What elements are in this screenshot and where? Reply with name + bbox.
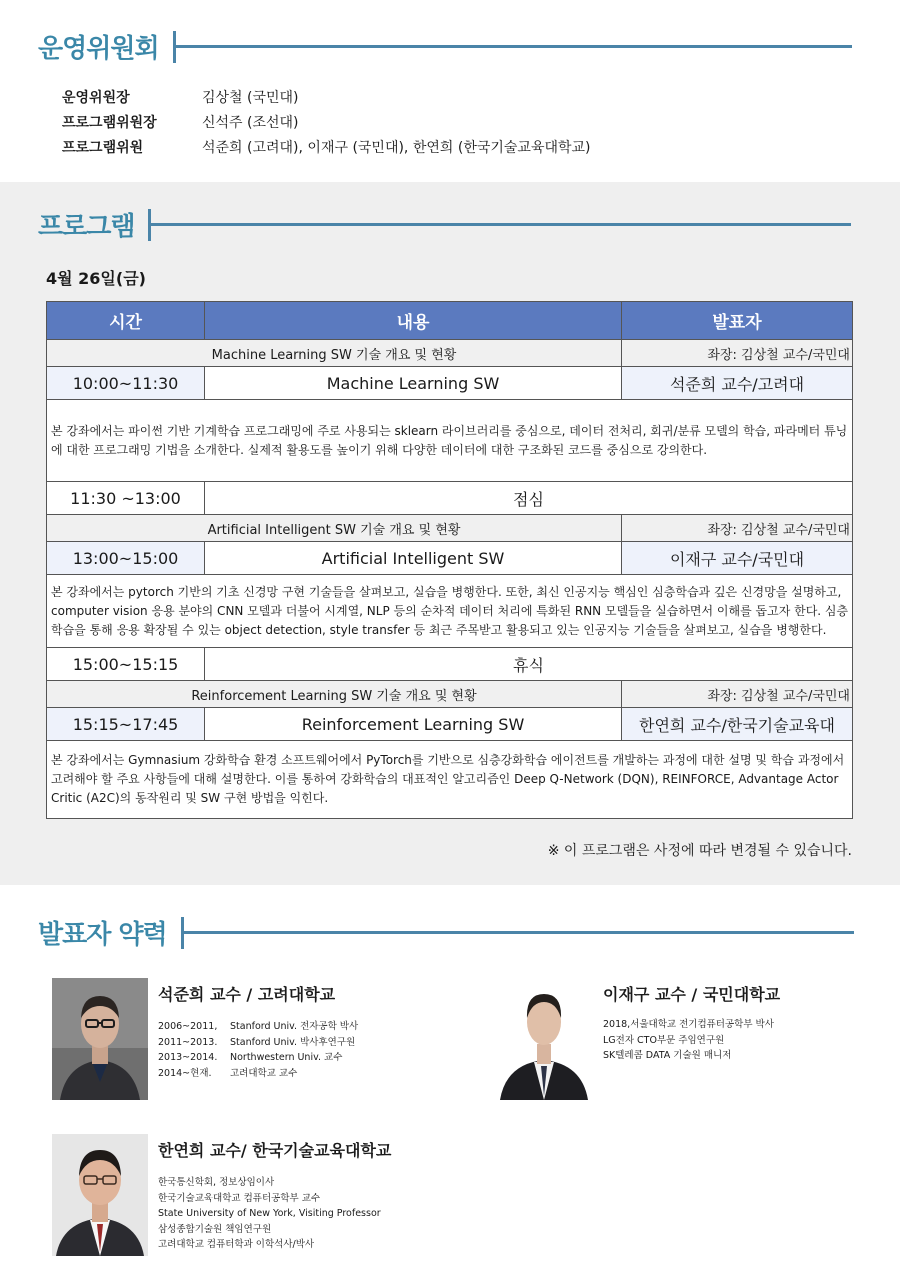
header-time: 시간 xyxy=(47,302,205,340)
speaker-photo xyxy=(52,1134,148,1256)
career-item xyxy=(158,1222,391,1238)
break-label: 점심 xyxy=(205,482,853,515)
session-row xyxy=(47,515,853,542)
lecture-row xyxy=(47,542,853,575)
portrait-illustration xyxy=(52,978,148,1100)
title-rule xyxy=(176,45,852,48)
break-time: 15:00~15:15 xyxy=(47,648,205,681)
speaker-card xyxy=(158,982,358,1081)
speaker-photo xyxy=(496,978,592,1100)
lecture-time: 10:00~11:30 xyxy=(47,367,205,400)
committee-role: 프로그램위원 xyxy=(62,139,144,156)
description-row xyxy=(47,575,853,648)
speaker-card xyxy=(158,1138,391,1253)
speakers-title: 발표자 약력 xyxy=(38,920,167,950)
committee-list xyxy=(62,84,591,159)
career-year: 2011~2013. xyxy=(158,1036,218,1048)
session-row xyxy=(47,681,853,708)
career-item xyxy=(158,1206,391,1222)
career-desc: Stanford Univ. 박사후연구원 xyxy=(230,1036,356,1048)
committee-role: 프로그램위원장 xyxy=(62,114,157,131)
description-row xyxy=(47,400,853,482)
speaker-name: 한연희 교수/ 한국기술교육대학교 xyxy=(158,1141,392,1160)
lecture-title: Artificial Intelligent SW xyxy=(205,542,622,575)
committee-row xyxy=(62,134,591,159)
speaker-career xyxy=(603,1017,780,1064)
career-desc: Stanford Univ. 전자공학 박사 xyxy=(230,1021,359,1032)
career-item xyxy=(158,1019,358,1035)
lecture-description: 본 강좌에서는 파이썬 기반 기계학습 프로그래밍에 주로 사용되는 sklearn 라이브러리를 중심으로, 데이터 전처리, 회귀/분류 모델의 학습, 파라메터 튜닝에 대한 프로그래밍 기법을 소개한다. 실제적 활용도를 높이기 위해 다양한 데이터에 대한 구조화된 코드를 중심으로 강의한다. xyxy=(47,400,853,482)
career-desc: 한국기술교육대학교 컴퓨터공학부 교수 xyxy=(158,1192,321,1204)
lecture-presenter: 석준희 교수/고려대 xyxy=(622,367,853,400)
career-desc: 삼성종합기술원 책임연구원 xyxy=(158,1223,272,1235)
career-item xyxy=(158,1175,391,1191)
career-item xyxy=(603,1017,780,1033)
speaker-career xyxy=(158,1175,391,1253)
career-desc: 고려대학교 컴퓨터학과 이학석사/박사 xyxy=(158,1239,315,1250)
speaker-career xyxy=(158,1019,358,1081)
career-desc: 2018,서울대학교 전기컴퓨터공학부 박사 xyxy=(603,1019,774,1030)
lecture-description: 본 강좌에서는 Gymnasium 강화학습 환경 소프트웨어에서 PyTorch를 기반으로 심층강화학습 에이전트를 개발하는 과정에 대한 설명 및 학습 과정에서 고려해야 할 주요 사항들에 대해 설명한다. 이를 통하여 강화학습의 대표적인 알고리즘인 Deep Q-Network (DQN), REINFORCE, Advantage Actor Critic (A2C)의 동작원리 및 SW 구현 방법을 익힌다. xyxy=(47,741,853,819)
committee-role: 운영위원장 xyxy=(62,89,130,106)
lecture-time: 15:15~17:45 xyxy=(47,708,205,741)
speaker-name: 석준희 교수 / 고려대학교 xyxy=(158,985,336,1004)
career-desc: LG전자 CTO부문 주임연구원 xyxy=(603,1034,725,1046)
session-chair: 좌장: 김상철 교수/국민대 xyxy=(622,515,853,542)
committee-title: 운영위원회 xyxy=(38,34,159,64)
break-row xyxy=(47,648,853,681)
session-chair: 좌장: 김상철 교수/국민대 xyxy=(622,340,853,367)
speaker-name: 이재구 교수 / 국민대학교 xyxy=(603,985,781,1004)
description-row xyxy=(47,741,853,819)
committee-row xyxy=(62,109,591,134)
career-desc: State University of New York, Visiting Professor xyxy=(158,1208,381,1219)
career-year: 2014~현재. xyxy=(158,1067,212,1079)
program-section-title xyxy=(38,206,851,243)
committee-names: 석준희 (고려대), 이재구 (국민대), 한연희 (한국기술교육대학교) xyxy=(202,139,591,156)
session-title: Machine Learning SW 기술 개요 및 현황 xyxy=(47,340,622,367)
committee-row xyxy=(62,84,591,109)
career-year: 2013~2014. xyxy=(158,1052,218,1063)
career-item xyxy=(158,1035,358,1051)
session-row xyxy=(47,340,853,367)
speaker-card xyxy=(603,982,780,1064)
header-content: 내용 xyxy=(205,302,622,340)
committee-names: 김상철 (국민대) xyxy=(202,89,299,106)
lecture-time: 13:00~15:00 xyxy=(47,542,205,575)
break-row xyxy=(47,482,853,515)
program-date: 4월 26일(금) xyxy=(46,269,146,288)
session-title: Reinforcement Learning SW 기술 개요 및 현황 xyxy=(47,681,622,708)
career-desc: SK텔레콤 DATA 기술원 매니저 xyxy=(603,1050,732,1061)
speaker-photo xyxy=(52,978,148,1100)
portrait-illustration xyxy=(52,1134,148,1256)
program-note: ※ 이 프로그램은 사정에 따라 변경될 수 있습니다. xyxy=(547,843,852,859)
career-year: 2006~2011, xyxy=(158,1021,218,1032)
table-header-row xyxy=(47,302,853,340)
committee-names: 신석주 (조선대) xyxy=(202,114,299,131)
career-item xyxy=(158,1050,358,1066)
lecture-title: Machine Learning SW xyxy=(205,367,622,400)
career-item xyxy=(603,1033,780,1049)
session-chair: 좌장: 김상철 교수/국민대 xyxy=(622,681,853,708)
portrait-illustration xyxy=(496,978,592,1100)
header-presenter: 발표자 xyxy=(622,302,853,340)
lecture-description: 본 강좌에서는 pytorch 기반의 기초 신경망 구현 기술들을 살펴보고, 실습을 병행한다. 또한, 최신 인공지능 핵심인 심층학습과 깊은 신경망을 설명하고, computer vision 응용 분야의 CNN 모델과 더불어 시계열, NLP 등의 순차적 데이터 처리에 특화된 RNN 모델들을 실습하면서 이해를 돕고자 한다. 심층학습을 통해 응용 확장될 수 있는 object detection, style transfer 등 최근 주목받고 활용되고 있는 인공지능 기술들을 살펴보고, 실습을 병행한다. xyxy=(47,575,853,648)
program-title: 프로그램 xyxy=(38,212,135,242)
speakers-section-title xyxy=(38,914,854,951)
lecture-row xyxy=(47,708,853,741)
title-rule xyxy=(184,931,854,934)
lecture-presenter: 이재구 교수/국민대 xyxy=(622,542,853,575)
career-desc: 한국통신학회, 정보상임이사 xyxy=(158,1177,275,1188)
program-table xyxy=(46,301,853,819)
title-rule xyxy=(151,223,851,226)
committee-section-title xyxy=(38,28,852,65)
session-title: Artificial Intelligent SW 기술 개요 및 현황 xyxy=(47,515,622,542)
break-label: 휴식 xyxy=(205,648,853,681)
career-desc: 고려대학교 교수 xyxy=(230,1067,298,1079)
lecture-presenter: 한연희 교수/한국기술교육대 xyxy=(622,708,853,741)
break-time: 11:30 ~13:00 xyxy=(47,482,205,515)
career-item xyxy=(603,1048,780,1064)
career-item xyxy=(158,1237,391,1253)
career-item xyxy=(158,1066,358,1082)
career-desc: Northwestern Univ. 교수 xyxy=(230,1052,343,1063)
lecture-row xyxy=(47,367,853,400)
lecture-title: Reinforcement Learning SW xyxy=(205,708,622,741)
career-item xyxy=(158,1191,391,1207)
